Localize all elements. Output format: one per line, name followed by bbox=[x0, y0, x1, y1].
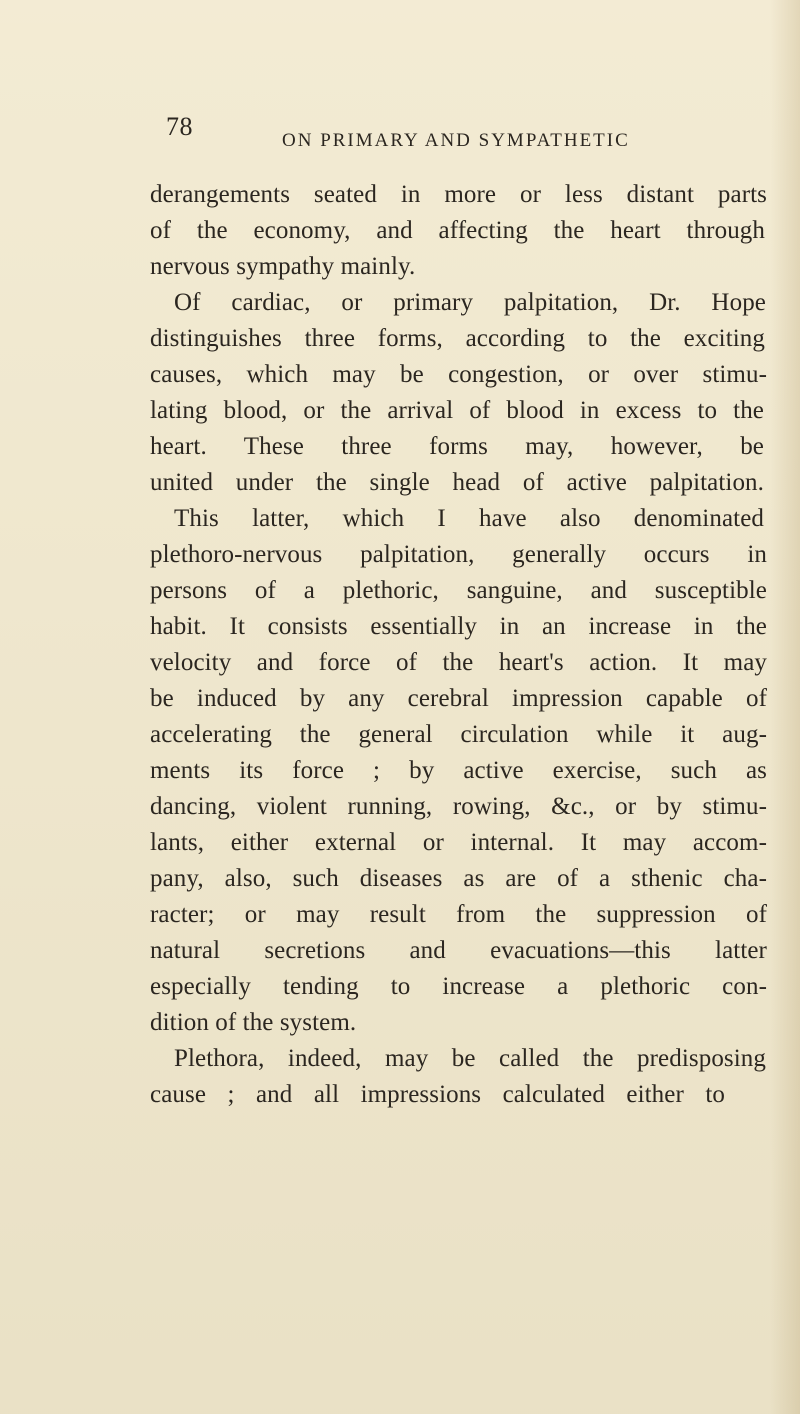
text-line: dancing, violent running, rowing, &c., or by stimu- bbox=[150, 793, 767, 820]
text-line: of the economy, and affecting the heart through bbox=[150, 217, 765, 244]
text-line: be induced by any cerebral impression capable of bbox=[150, 685, 767, 712]
text-line: This latter, which I have also denominated bbox=[174, 505, 764, 532]
text-line: derangements seated in more or less distant parts bbox=[150, 181, 767, 208]
text-line: distinguishes three forms, according to the exciting bbox=[150, 325, 765, 352]
page-number: 78 bbox=[166, 112, 193, 141]
text-line: ments its force ; by active exercise, such as bbox=[150, 757, 767, 784]
text-line: united under the single head of active palpitation. bbox=[150, 469, 764, 496]
text-line: lants, either external or internal. It may accom- bbox=[150, 829, 767, 856]
text-line: Plethora, indeed, may be called the predisposing bbox=[174, 1045, 766, 1072]
text-line: persons of a plethoric, sanguine, and susceptible bbox=[150, 577, 767, 604]
text-line: especially tending to increase a plethoric con- bbox=[150, 973, 767, 1000]
text-line: accelerating the general circulation while it aug- bbox=[150, 721, 767, 748]
text-line: pany, also, such diseases as are of a sthenic cha- bbox=[150, 865, 767, 892]
text-line: velocity and force of the heart's action. It may bbox=[150, 649, 767, 676]
running-head: ON PRIMARY AND SYMPATHETIC bbox=[282, 130, 630, 151]
text-line: plethoro-nervous palpitation, generally occurs in bbox=[150, 541, 767, 568]
text-line: Of cardiac, or primary palpitation, Dr. Hope bbox=[174, 289, 766, 316]
text-line: heart. These three forms may, however, be bbox=[150, 433, 764, 460]
text-line: nervous sympathy mainly. bbox=[150, 253, 416, 280]
text-line: racter; or may result from the suppression of bbox=[150, 901, 767, 928]
text-line: natural secretions and evacuations—this latter bbox=[150, 937, 767, 964]
text-line: cause ; and all impressions calculated either to bbox=[150, 1081, 725, 1108]
text-line: lating blood, or the arrival of blood in excess to the bbox=[150, 397, 764, 424]
text-line: habit. It consists essentially in an increase in the bbox=[150, 613, 767, 640]
text-line: causes, which may be congestion, or over stimu- bbox=[150, 361, 767, 388]
text-line: dition of the system. bbox=[150, 1009, 357, 1036]
